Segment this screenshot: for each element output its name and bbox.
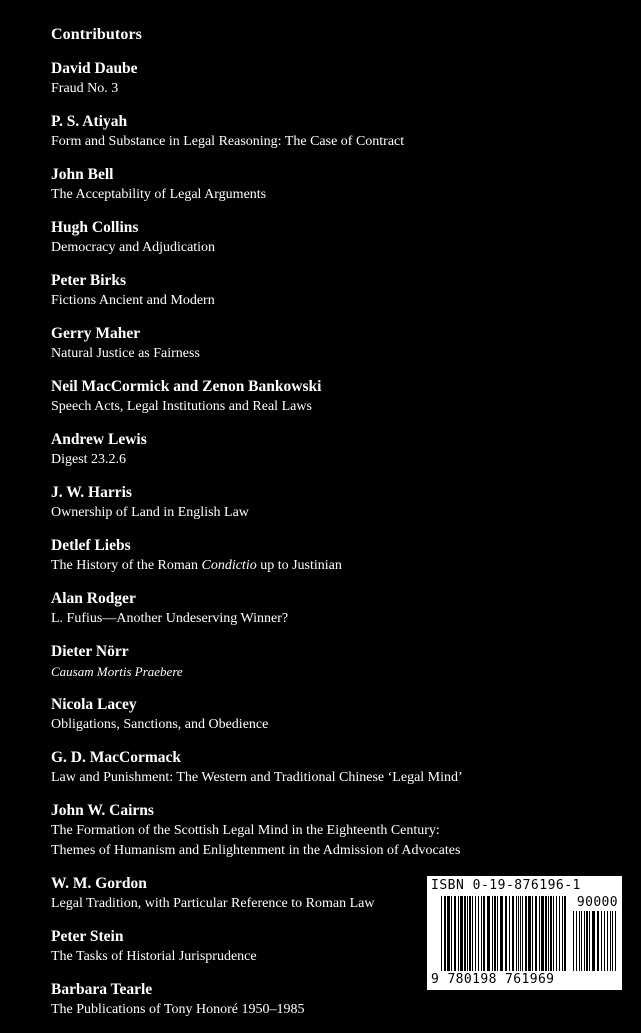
contributor-entry <box>51 59 571 99</box>
barcode-bar <box>472 896 473 971</box>
contribution-title: Fictions Ancient and Modern <box>51 293 215 308</box>
contributor-author: Detlef Liebs <box>51 537 131 554</box>
barcode-bar <box>497 896 498 971</box>
contribution-title: Democracy and Adjudication <box>51 240 216 255</box>
contributor-author: Peter Birks <box>51 272 127 289</box>
barcode-bar <box>512 896 514 971</box>
barcode-bar <box>509 896 510 971</box>
barcode-bar <box>556 896 557 971</box>
contributor-author: Dieter Nörr <box>51 643 129 660</box>
contribution-title: Law and Punishment: The Western and Traditional Chinese ‘Legal Mind’ <box>51 770 463 785</box>
contributor-entry <box>51 801 571 861</box>
barcode-bar <box>573 911 574 971</box>
addon-barcode-bars <box>573 911 618 971</box>
contributor-entry <box>51 218 571 258</box>
contributor-entry <box>51 165 571 205</box>
contributor-entry <box>51 483 571 523</box>
contributor-author: W. M. Gordon <box>51 875 147 892</box>
barcode-bar <box>494 896 496 971</box>
contributor-author: John W. Cairns <box>51 802 154 819</box>
contribution-title: Form and Substance in Legal Reasoning: The Case of Contract <box>51 134 405 149</box>
barcode-bar <box>478 896 479 971</box>
barcode-bar <box>467 896 468 971</box>
barcode-bar <box>604 911 605 971</box>
barcode-bar <box>581 911 582 971</box>
barcode-bar <box>520 896 521 971</box>
title-line: The Formation of the Scottish Legal Mind in the Eighteenth Century: <box>51 823 440 838</box>
contributor-entry <box>51 112 571 152</box>
barcode-bar <box>550 896 552 971</box>
contribution-title: Ownership of Land in English Law <box>51 505 249 520</box>
contributor-entry <box>51 377 571 417</box>
barcode-bar <box>579 911 580 971</box>
contributor-entry <box>51 748 571 788</box>
contributor-entry <box>51 589 571 629</box>
contributor-author: Nicola Lacey <box>51 696 137 713</box>
barcode-bar <box>535 896 537 971</box>
contributor-author: Alan Rodger <box>51 590 136 607</box>
contribution-title: Fraud No. 3 <box>51 81 119 96</box>
contributor-entry <box>51 324 571 364</box>
barcode-bar <box>525 896 527 971</box>
contribution-title: Legal Tradition, with Particular Reference to Roman Law <box>51 896 375 911</box>
barcode-bar <box>500 896 503 971</box>
contribution-title <box>51 821 571 861</box>
barcode-bar <box>444 896 446 971</box>
title-emphasis: Condictio <box>201 558 257 573</box>
barcode-bar <box>562 896 563 971</box>
contributor-author: G. D. MacCormack <box>51 749 181 766</box>
barcode-bar <box>545 896 547 971</box>
barcode-bar <box>576 911 577 971</box>
barcode-bar <box>451 896 452 971</box>
contributor-author: Peter Stein <box>51 928 124 945</box>
barcode-bar <box>612 911 613 971</box>
ean-number: 9 780198 761969 <box>431 972 555 987</box>
barcode-bar <box>592 911 595 971</box>
contributor-author: David Daube <box>51 60 138 77</box>
barcode-bar <box>481 896 482 971</box>
contributor-entry <box>51 536 571 576</box>
barcode-bar <box>589 911 590 971</box>
barcode-bar <box>518 896 519 971</box>
barcode-bar <box>447 896 450 971</box>
contribution-title: The Acceptability of Legal Arguments <box>51 187 267 202</box>
barcode-bar <box>584 911 585 971</box>
barcode-bar <box>564 896 566 971</box>
barcode-bar <box>458 896 459 971</box>
price-addon-number: 90000 <box>576 895 618 910</box>
barcode-bar <box>553 896 554 971</box>
barcode-bar <box>539 896 540 971</box>
contributor-author: Hugh Collins <box>51 219 139 236</box>
isbn-number: ISBN 0-19-876196-1 <box>431 878 581 893</box>
barcode-bar <box>610 911 611 971</box>
contributor-entry <box>51 430 571 470</box>
contributor-entry <box>51 695 571 735</box>
title-line: Themes of Humanism and Enlightenment in the Admission of Advocates <box>51 843 461 858</box>
contribution-title: Obligations, Sanctions, and Obedience <box>51 717 269 732</box>
contributor-entry <box>51 642 571 682</box>
barcode-bar <box>505 896 507 971</box>
barcode-bar <box>522 896 523 971</box>
contributor-author: J. W. Harris <box>51 484 132 501</box>
barcode-bar <box>516 896 517 971</box>
contributor-author: P. S. Atiyah <box>51 113 128 130</box>
barcode-bar <box>487 896 490 971</box>
barcode-bar <box>559 896 560 971</box>
barcode-bar <box>469 896 471 971</box>
contribution-title: The Publications of Tony Honoré 1950–1985 <box>51 1002 305 1017</box>
contribution-title: Natural Justice as Fairness <box>51 346 200 361</box>
contributor-entry <box>51 271 571 311</box>
title-text: up to Justinian <box>256 558 342 573</box>
barcode-bar <box>532 896 533 971</box>
barcode-bar <box>464 896 466 971</box>
barcode-bar <box>528 896 531 971</box>
ean-barcode-bars <box>441 896 569 971</box>
barcode-bar <box>492 896 493 971</box>
contribution-title: Causam Mortis Praebere <box>51 664 183 679</box>
contributor-author: John Bell <box>51 166 114 183</box>
isbn-barcode <box>427 876 622 990</box>
contributor-author: Barbara Tearle <box>51 981 153 998</box>
contribution-title: L. Fufius—Another Undeserving Winner? <box>51 611 289 626</box>
title-text: The History of the Roman <box>51 558 202 573</box>
barcode-bar <box>601 911 602 971</box>
barcode-bar <box>548 896 549 971</box>
contributor-author: Neil MacCormick and Zenon Bankowski <box>51 378 322 395</box>
barcode-bar <box>586 911 588 971</box>
contributor-author: Gerry Maher <box>51 325 141 342</box>
barcode-bar <box>460 896 463 971</box>
page-heading: Contributors <box>51 26 142 43</box>
barcode-bar <box>597 911 599 971</box>
barcode-bar <box>541 896 544 971</box>
contribution-title: Digest 23.2.6 <box>51 452 127 467</box>
barcode-bar <box>441 896 442 971</box>
barcode-bar <box>615 911 616 971</box>
contribution-title: The Tasks of Historial Jurisprudence <box>51 949 257 964</box>
contribution-title: Speech Acts, Legal Institutions and Real Laws <box>51 399 312 414</box>
barcode-bar <box>607 911 608 971</box>
barcode-bar <box>454 896 456 971</box>
contribution-title <box>51 556 571 576</box>
contributor-author: Andrew Lewis <box>51 431 147 448</box>
barcode-bar <box>483 896 485 971</box>
barcode-bar <box>475 896 476 971</box>
